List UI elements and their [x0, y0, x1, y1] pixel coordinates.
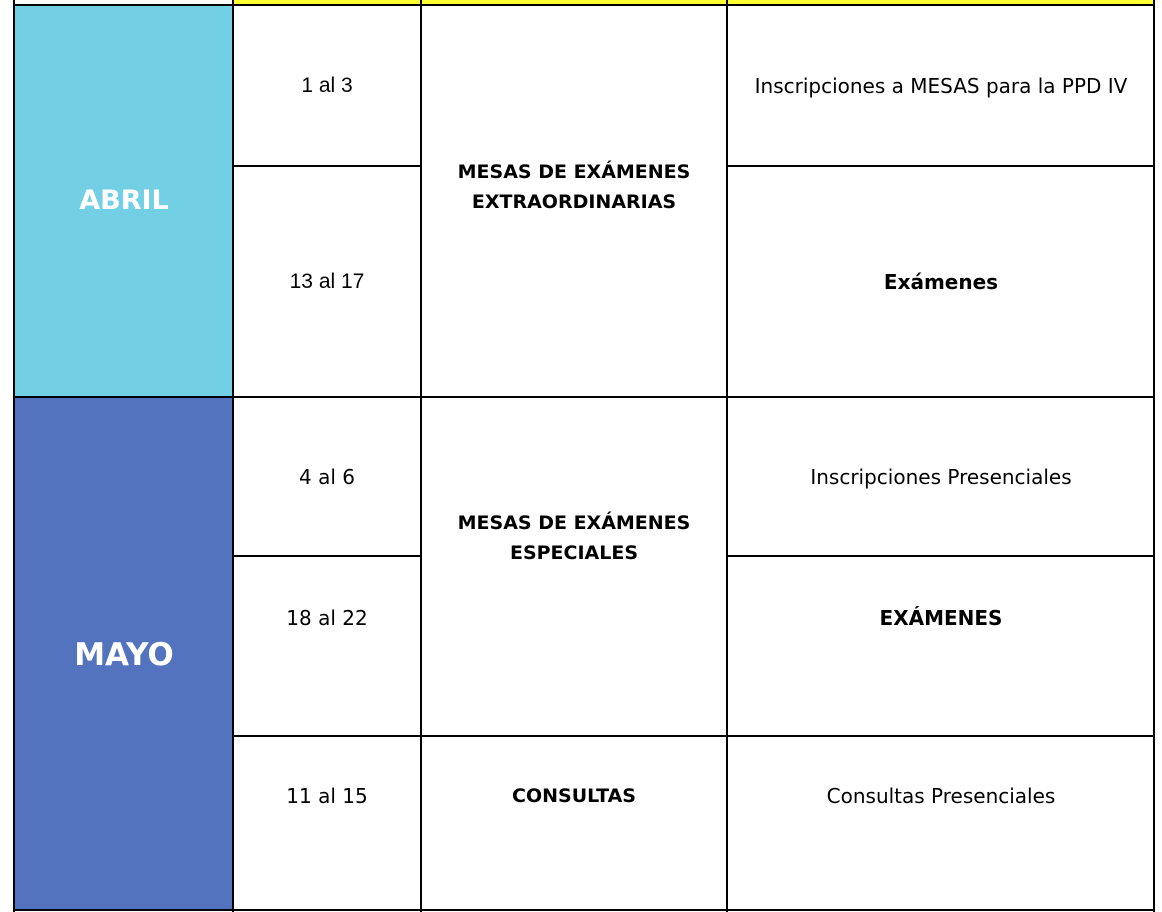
- detail-text: Consultas Presenciales: [826, 784, 1056, 808]
- date-range: 4 al 6: [299, 464, 355, 489]
- column-divider: [420, 0, 422, 912]
- month-cell-abril: [15, 6, 233, 397]
- month-cell-mayo: [15, 398, 233, 910]
- date-cell: [234, 398, 420, 555]
- date-cell: [234, 167, 420, 397]
- event-cell-extraordinarias: [421, 6, 727, 368]
- event-cell-especiales: [421, 398, 727, 678]
- row-divider: [233, 555, 421, 557]
- row-divider: [727, 555, 1155, 557]
- date-cell: [234, 578, 420, 658]
- table-border-bottom: [13, 909, 1155, 911]
- detail-cell: [728, 737, 1154, 855]
- month-label-abril: ABRIL: [79, 184, 169, 216]
- table-border-top: [13, 4, 1155, 6]
- detail-text: Exámenes: [883, 270, 999, 294]
- event-title-line1: MESAS DE EXÁMENES: [457, 512, 691, 534]
- date-range: 11 al 15: [286, 784, 368, 808]
- column-divider: [726, 0, 728, 912]
- detail-cell: [728, 398, 1154, 555]
- event-title-line1: MESAS DE EXÁMENES: [457, 161, 691, 183]
- detail-cell: [728, 6, 1154, 166]
- detail-text: Inscripciones Presenciales: [810, 464, 1072, 489]
- table-border-right: [1153, 0, 1155, 912]
- column-divider: [232, 0, 234, 912]
- detail-cell: [728, 167, 1154, 397]
- detail-text: Inscripciones a MESAS para la PPD IV: [754, 74, 1128, 98]
- month-label-mayo: MAYO: [74, 637, 174, 673]
- date-cell: [234, 6, 420, 166]
- date-range: 13 al 17: [289, 270, 365, 293]
- row-divider: [233, 735, 1155, 737]
- row-divider: [13, 396, 1155, 398]
- row-divider: [727, 165, 1155, 167]
- detail-text: EXÁMENES: [879, 606, 1003, 630]
- date-range: 18 al 22: [286, 606, 368, 630]
- date-range: 1 al 3: [301, 74, 353, 97]
- event-cell-consultas: [421, 737, 727, 855]
- event-title-line2: ESPECIALES: [509, 542, 639, 564]
- date-cell: [234, 737, 420, 855]
- table-border-left: [13, 0, 15, 912]
- row-divider: [233, 165, 421, 167]
- event-title: CONSULTAS: [512, 785, 636, 807]
- event-title-line2: EXTRAORDINARIAS: [471, 191, 677, 213]
- detail-cell: [728, 578, 1154, 658]
